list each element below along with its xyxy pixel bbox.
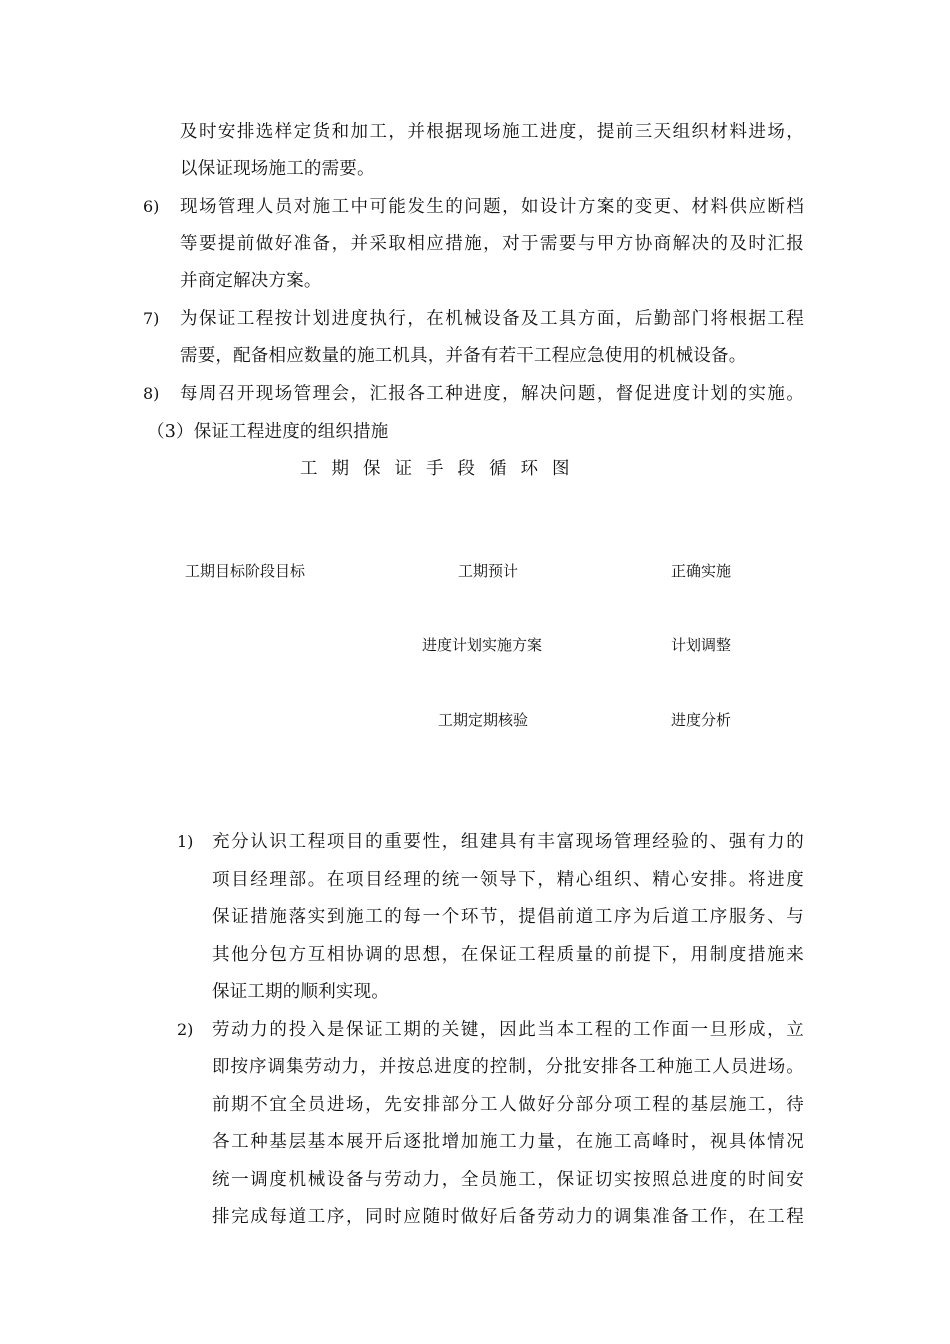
list-item-line: 并商定解决方案。 [180,271,322,291]
list-item-line: 其他分包方互相协调的思想，在保证工程质量的前提下，用制度措施来 [212,945,804,965]
diagram-title: 工期保证手段循环图 [300,459,584,479]
list-number: 7) [143,309,160,328]
list-item-line: 每周召开现场管理会，汇报各工种进度，解决问题，督促进度计划的实施。 [180,384,804,404]
list-item-line: 为保证工程按计划进度执行，在机械设备及工具方面，后勤部门将根据工程 [180,309,804,329]
list-item-line: 劳动力的投入是保证工期的关键，因此当本工程的工作面一旦形成，立 [212,1020,804,1040]
list-item-line: 统一调度机械设备与劳动力，全员施工，保证切实按照总进度的时间安 [212,1170,804,1190]
list-item-line: 现场管理人员对施工中可能发生的问题，如设计方案的变更、材料供应断档 [180,197,804,217]
list-item-line: 项目经理部。在项目经理的统一领导下，精心组织、精心安排。将进度 [212,870,804,890]
list-item-line: 前期不宜全员进场，先安排部分工人做好分部分项工程的基层施工，待 [212,1095,804,1115]
list-item-line: 保证工期的顺利实现。 [212,982,389,1002]
paragraph-line: 及时安排选样定货和加工，并根据现场施工进度，提前三天组织材料进场， [180,122,804,142]
list-item-line: 各工种基层基本展开后逐批增加施工力量，在施工高峰时，视具体情况 [212,1132,804,1152]
list-item-line: 等要提前做好准备，并采取相应措施，对于需要与甲方协商解决的及时汇报 [180,234,804,254]
list-item-line: 充分认识工程项目的重要性，组建具有丰富现场管理经验的、强有力的 [212,832,804,852]
list-number: 8) [143,384,160,403]
list-item-line: 保证措施落实到施工的每一个环节，提倡前道工序为后道工序服务、与 [212,907,804,927]
paragraph-line: 以保证现场施工的需要。 [180,159,375,179]
diagram-node-adjust: 计划调整 [671,636,732,654]
list-number: 2) [177,1020,194,1039]
diagram-node-analyze: 进度分析 [671,711,732,729]
section-heading: （3）保证工程进度的组织措施 [147,422,389,442]
diagram-node-forecast: 工期预计 [458,562,519,580]
diagram-node-plan: 进度计划实施方案 [422,636,543,654]
list-item-line: 需要，配备相应数量的施工机具，并备有若干工程应急使用的机械设备。 [180,346,747,366]
diagram-node-goal: 工期目标阶段目标 [185,562,306,580]
list-item-line: 排完成每道工序，同时应随时做好后备劳动力的调集准备工作，在工程 [212,1207,804,1227]
diagram-node-verify: 工期定期核验 [438,711,529,729]
diagram-node-implement: 正确实施 [671,562,732,580]
list-number: 6) [143,197,160,216]
list-item-line: 即按序调集劳动力，并按总进度的控制，分批安排各工种施工人员进场。 [212,1057,804,1077]
list-number: 1) [177,832,194,851]
